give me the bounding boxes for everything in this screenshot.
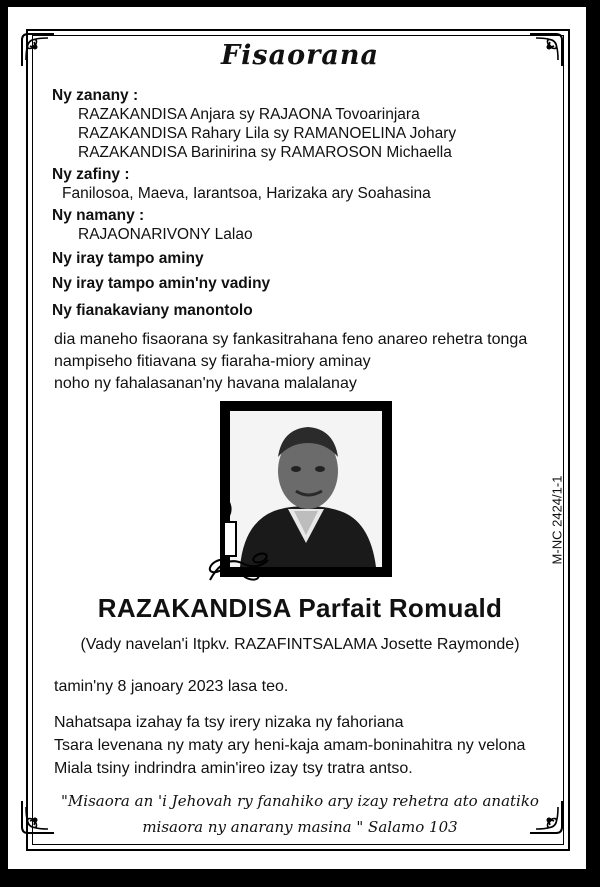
bible-quote-line: "Misaora an 'i Jehovah ry fanahiko ary izay rehetra ato anatiko	[61, 792, 539, 810]
children-section	[52, 86, 456, 162]
grandchildren-section	[52, 165, 431, 203]
family-line: Ny iray tampo amin'ny vadiny	[52, 275, 271, 292]
notice-title: Fisaorana	[221, 40, 379, 71]
bible-quote-line: misaora ny anarany masina " Salamo 103	[142, 818, 458, 836]
friends-line: RAJAONARIVONY Lalao	[78, 226, 253, 243]
friends-heading: Ny namany :	[52, 207, 145, 224]
family-line: Ny iray tampo aminy	[52, 250, 204, 267]
deceased-name: RAZAKANDISA Parfait Romuald	[97, 593, 503, 623]
family-line: Ny fianakaviany manontolo	[52, 302, 253, 319]
message-line: nampiseho fitiavana sy fiaraha-miory aminay	[54, 353, 371, 370]
friends-section	[52, 206, 253, 244]
spouse-line: (Vady navelan'i Itpkv. RAZAFINTSALAMA Josette Raymonde)	[80, 636, 520, 653]
message-line: noho ny fahalasanan'ny havana malalanay	[54, 375, 357, 392]
children-line: RAZAKANDISA Anjara sy RAJAONA Tovoarinjara	[78, 106, 420, 123]
children-heading: Ny zanany :	[52, 87, 139, 104]
death-date: tamin'ny 8 janoary 2023 lasa teo.	[54, 678, 289, 695]
farewell-line: Nahatsapa izahay fa tsy irery nizaka ny fahoriana	[54, 714, 404, 731]
farewell-line: Miala tsiny indrindra amin'ireo izay tsy tratra antso.	[54, 760, 413, 777]
farewell-line: Tsara levenana ny maty ary heni-kaja amam-boninahitra ny velona	[54, 737, 526, 754]
grandchildren-line: Fanilosoa, Maeva, Iarantsoa, Harizaka ary Soahasina	[62, 185, 431, 202]
children-line: RAZAKANDISA Barinirina sy RAMAROSON Michaella	[78, 144, 452, 161]
candle-flowers-icon	[204, 494, 274, 586]
children-line: RAZAKANDISA Rahary Lila sy RAMANOELINA Johary	[78, 125, 457, 142]
message-line: dia maneho fisaorana sy fankasitrahana feno anareo rehetra tonga	[54, 331, 528, 348]
reference-code: M-NC 2424/1-1	[549, 475, 565, 565]
grandchildren-heading: Ny zafiny :	[52, 166, 130, 183]
